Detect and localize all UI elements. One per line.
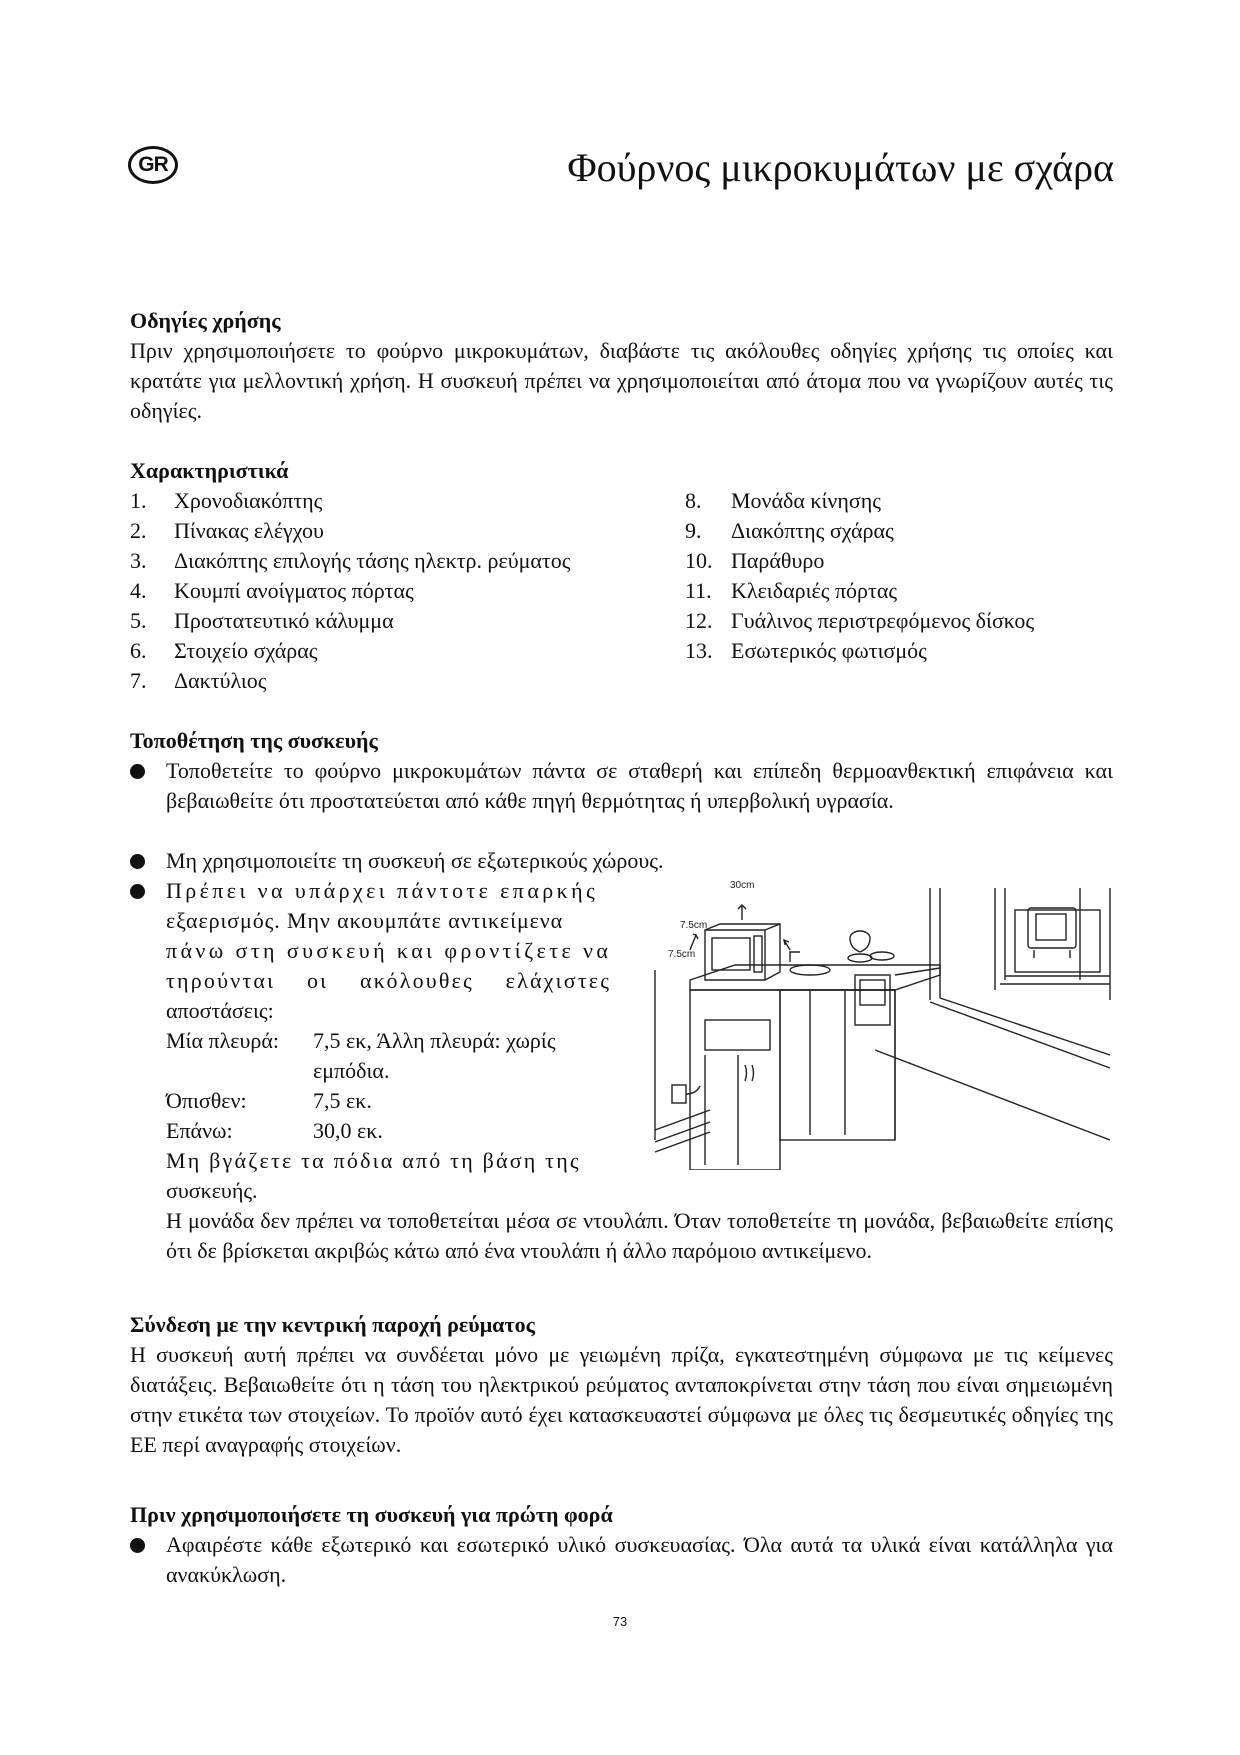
placement-bullet-1: Τοποθετείτε το φούρνο μικροκυμάτων πάντα σε σταθερή και επίπεδη θερμοανθεκτική επιφάνεια και βεβαιωθείτε ότι προστατεύεται από κάθε πηγή θερμότητας ή υπερβολική υγρασία. [166,758,1113,813]
power-heading: Σύνδεση με την κεντρική παροχή ρεύματος [130,1312,535,1337]
language-badge-gr: GR [128,146,178,184]
clearance-label-back: 7.5cm [668,949,696,960]
features-heading: Χαρακτηριστικά [130,458,289,483]
page-title: Φούρνος μικροκυμάτων με σχάρα [567,145,1114,190]
clearance-label-side: 7.5cm [680,920,708,931]
kitchen-clearance-figure [650,880,1120,1170]
bullet-icon [128,1532,150,1550]
cupboard-paragraph: Η μονάδα δεν πρέπει να τοποθετείται μέσα σε ντουλάπι. Όταν τοποθετείτε τη μονάδα, βεβαιωθείτε επίσης ότι δε βρίσκεται ακριβώς κάτω από ένα ντουλάπι ή άλλο παρόμοιο αντικείμενο. [166,1208,1113,1263]
page-number: 73 [612,1614,628,1629]
clearance-row: Επάνω: 30,0 εκ. [166,1118,383,1143]
instructions-paragraph: Πριν χρησιμοποιήσετε το φούρνο μικροκυμάτων, διαβάστε τις ακόλουθες οδηγίες χρήσης τις οποίες και κρατάτε για μελλοντική χρήση. Η συσκευή πρέπει να χρησιμοποιείται από άτομα που να γνωρίζουν αυτές τις οδηγίες. [130,338,1113,423]
bullet-icon [128,878,150,896]
clearance-row: εμπόδια. [313,1058,390,1083]
clearance-row: Όπισθεν: 7,5 εκ. [166,1088,372,1113]
placement-heading: Τοποθέτηση της συσκευής [130,728,378,753]
first-use-bullet-1: Αφαιρέστε κάθε εξωτερικό και εσωτερικό υλικό συσκευασίας. Όλα αυτά τα υλικά είναι κατάλληλα για ανακύκλωση. [166,1532,1113,1587]
clearance-label-top: 30cm [730,880,755,891]
first-use-heading: Πριν χρησιμοποιήσετε τη συσκευή για πρώτη φορά [130,1502,613,1527]
clearance-row: Μία πλευρά: 7,5 εκ, Άλλη πλευρά: χωρίς [166,1028,556,1053]
placement-bullet-2: Μη χρησιμοποιείτε τη συσκευή σε εξωτερικούς χώρους. [166,848,664,873]
power-paragraph: Η συσκευή αυτή πρέπει να συνδέεται μόνο με γειωμένη πρίζα, εγκατεστημένη σύμφωνα με τις κείμενες διατάξεις. Βεβαιωθείτε ότι η τάση του ηλεκτρικού ρεύματος ανταποκρίνεται στην τάση που είναι σημειωμένη στην ετικέτα των στοιχείων. Το προϊόν αυτό έχει κατασκευαστεί σύμφωνα με όλες τις δεσμευτικές οδηγίες της ΕΕ περί αναγραφής στοιχείων. [130,1342,1113,1457]
bullet-icon [128,848,150,866]
bullet-icon [128,758,150,776]
instructions-heading: Οδηγίες χρήσης [130,308,281,333]
